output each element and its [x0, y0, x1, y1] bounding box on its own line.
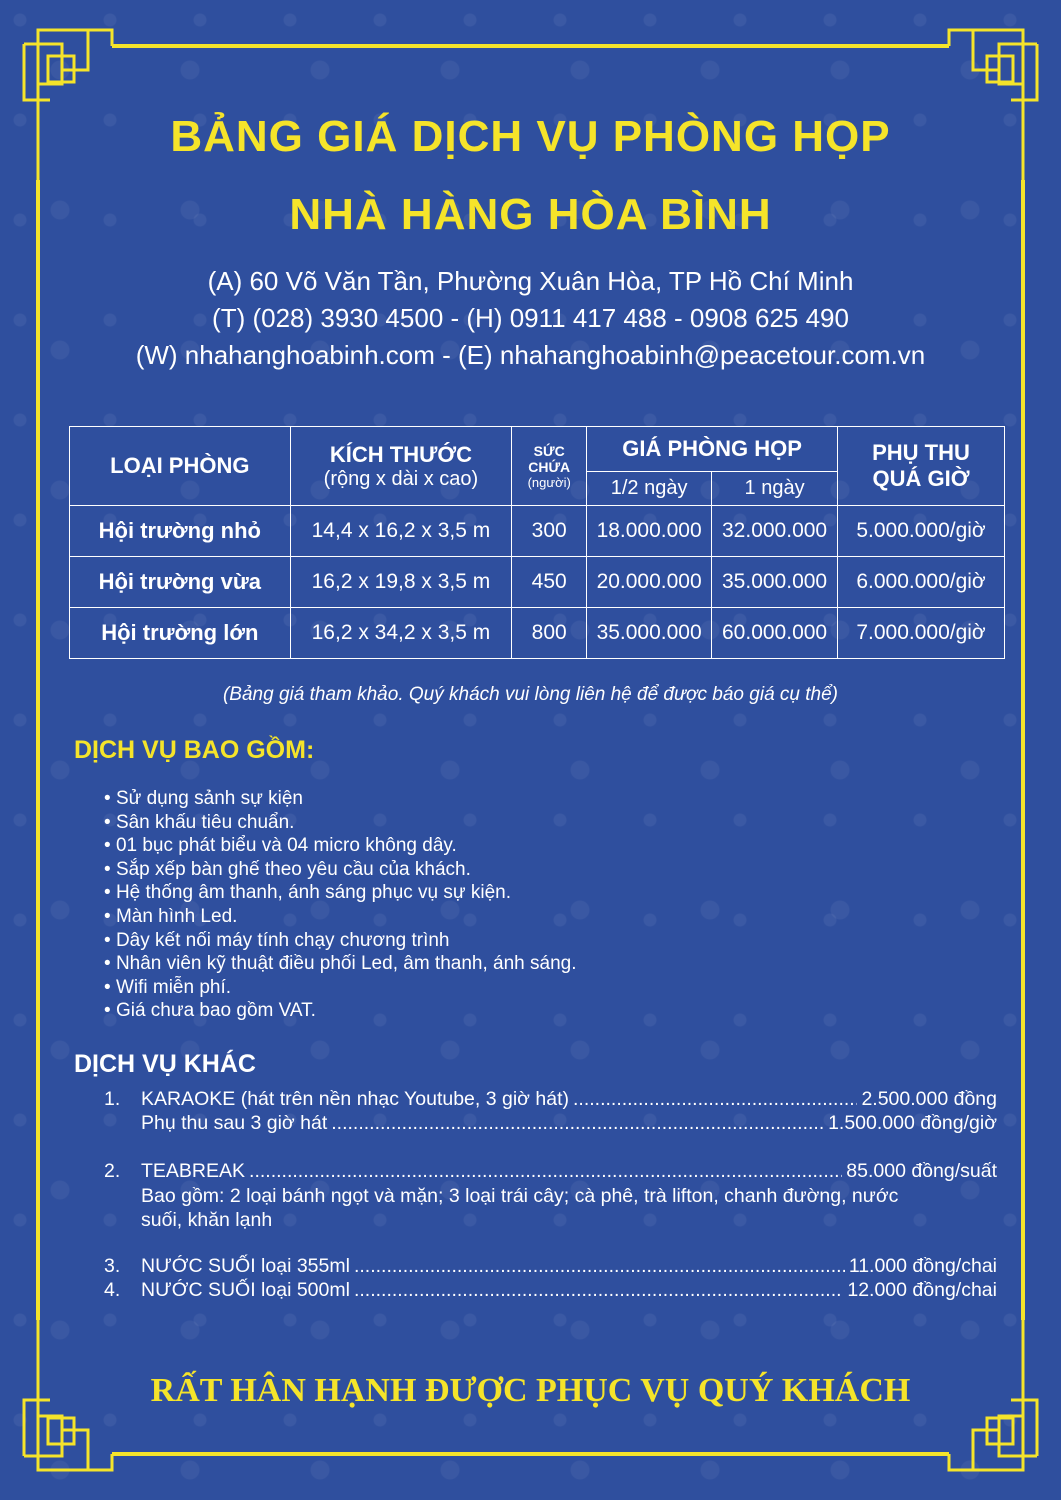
list-item: • 01 bục phát biểu và 04 micro không dây. — [104, 834, 576, 858]
item-label: KARAOKE (hát trên nền nhạc Youtube, 3 giờ hát) — [141, 1088, 569, 1110]
room-size: 16,2 x 19,8 x 3,5 m — [290, 557, 512, 608]
header-size — [290, 427, 512, 506]
header-capacity-sub: (người) — [527, 474, 571, 490]
list-item: • Sân khấu tiêu chuẩn. — [104, 811, 576, 835]
table-row — [70, 608, 1005, 659]
price-full-day: 32.000.000 — [712, 506, 838, 557]
restaurant-name: NHÀ HÀNG HÒA BÌNH — [289, 190, 772, 239]
header-price: GIÁ PHÒNG HỌP — [587, 427, 838, 472]
phone-numbers: (T) (028) 3930 4500 - (H) 0911 417 488 - 0908 625 490 — [212, 303, 849, 333]
item-number: 1. — [104, 1088, 121, 1110]
list-item: • Giá chưa bao gồm VAT. — [104, 999, 576, 1023]
footer-slogan: RẤT HÂN HẠNH ĐƯỢC PHỤC VỤ QUÝ KHÁCH — [150, 1372, 911, 1409]
item-sub-price: 1.500.000 đồng/giờ — [828, 1112, 997, 1134]
other-services-title: DỊCH VỤ KHÁC — [74, 1050, 256, 1078]
room-name: Hội trường lớn — [70, 608, 291, 659]
item-label: NƯỚC SUỐI loại 500ml — [141, 1279, 350, 1301]
price-note: (Bảng giá tham khảo. Quý khách vui lòng liên hệ để được báo giá cụ thể) — [222, 684, 838, 705]
overtime-surcharge: 5.000.000/giờ — [838, 506, 1005, 557]
list-item: • Màn hình Led. — [104, 905, 576, 929]
list-item: • Nhân viên kỹ thuật điều phối Led, âm thanh, ánh sáng. — [104, 952, 576, 976]
address: (A) 60 Võ Văn Tần, Phường Xuân Hòa, TP Hồ Chí Minh — [207, 266, 854, 296]
header-capacity — [512, 427, 587, 506]
table-row — [70, 557, 1005, 608]
included-services-list — [104, 787, 576, 1023]
price-full-day: 60.000.000 — [712, 608, 838, 659]
list-item: • Sắp xếp bàn ghế theo yêu cầu của khách. — [104, 858, 576, 882]
header-size-sub: (rộng x dài x cao) — [323, 467, 479, 490]
item-price: 12.000 đồng/chai — [847, 1279, 997, 1301]
header-room-type: LOẠI PHÒNG — [70, 427, 291, 506]
dot-leader — [354, 1279, 843, 1302]
price-half-day: 20.000.000 — [587, 557, 712, 608]
item-label: NƯỚC SUỐI loại 355ml — [141, 1255, 350, 1277]
other-service-water-500 — [104, 1279, 997, 1303]
dot-leader — [331, 1112, 824, 1135]
table-row — [70, 506, 1005, 557]
website-email: (W) nhahanghoabinh.com - (E) nhahanghoabinh@peacetour.com.vn — [135, 340, 926, 370]
price-full-day: 35.000.000 — [712, 557, 838, 608]
item-number: 2. — [104, 1160, 121, 1182]
dot-leader — [249, 1160, 842, 1183]
included-services-title: DỊCH VỤ BAO GỒM: — [74, 736, 315, 764]
header-capacity-label-2: CHỨA — [528, 458, 571, 475]
item-number: 4. — [104, 1279, 121, 1301]
room-capacity: 800 — [512, 608, 587, 659]
list-item: • Dây kết nối máy tính chạy chương trình — [104, 929, 576, 953]
item-number: 3. — [104, 1255, 121, 1277]
header-surcharge — [838, 427, 1005, 506]
item-price: 2.500.000 đồng — [861, 1088, 997, 1110]
room-name: Hội trường nhỏ — [70, 506, 291, 557]
item-sub-label: Phụ thu sau 3 giờ hát — [141, 1112, 328, 1134]
price-half-day: 18.000.000 — [587, 506, 712, 557]
dot-leader — [573, 1088, 857, 1111]
header-half-day: 1/2 ngày — [587, 472, 712, 506]
list-item: • Sử dụng sảnh sự kiện — [104, 787, 576, 811]
room-size: 14,4 x 16,2 x 3,5 m — [290, 506, 512, 557]
header-surcharge-label-1: PHỤ THU — [872, 440, 970, 465]
room-name: Hội trường vừa — [70, 557, 291, 608]
price-half-day: 35.000.000 — [587, 608, 712, 659]
overtime-surcharge: 7.000.000/giờ — [838, 608, 1005, 659]
header-capacity-label-1: SỨC — [533, 442, 565, 459]
item-price: 85.000 đồng/suất — [846, 1160, 997, 1182]
list-item: • Wifi miễn phí. — [104, 976, 576, 1000]
header-size-label: KÍCH THƯỚC — [329, 441, 472, 467]
overtime-surcharge: 6.000.000/giờ — [838, 557, 1005, 608]
room-size: 16,2 x 34,2 x 3,5 m — [290, 608, 512, 659]
item-price: 11.000 đồng/chai — [848, 1255, 997, 1277]
price-table — [69, 426, 1005, 659]
header-full-day: 1 ngày — [712, 472, 838, 506]
page-title: BẢNG GIÁ DỊCH VỤ PHÒNG HỌP — [170, 112, 891, 161]
other-service-water-355 — [104, 1255, 997, 1279]
room-capacity: 450 — [512, 557, 587, 608]
list-item: • Hệ thống âm thanh, ánh sáng phục vụ sự kiện. — [104, 881, 576, 905]
item-label: TEABREAK — [141, 1160, 246, 1182]
other-service-teabreak — [104, 1160, 997, 1232]
dot-leader — [354, 1255, 845, 1278]
item-description: Bao gồm: 2 loại bánh ngọt và mặn; 3 loại trái cây; cà phê, trà lifton, chanh đường, nước suối, khăn lạnh — [141, 1185, 899, 1231]
room-capacity: 300 — [512, 506, 587, 557]
other-service-karaoke — [104, 1088, 997, 1136]
header-surcharge-label-2: QUÁ GIỜ — [872, 466, 970, 491]
